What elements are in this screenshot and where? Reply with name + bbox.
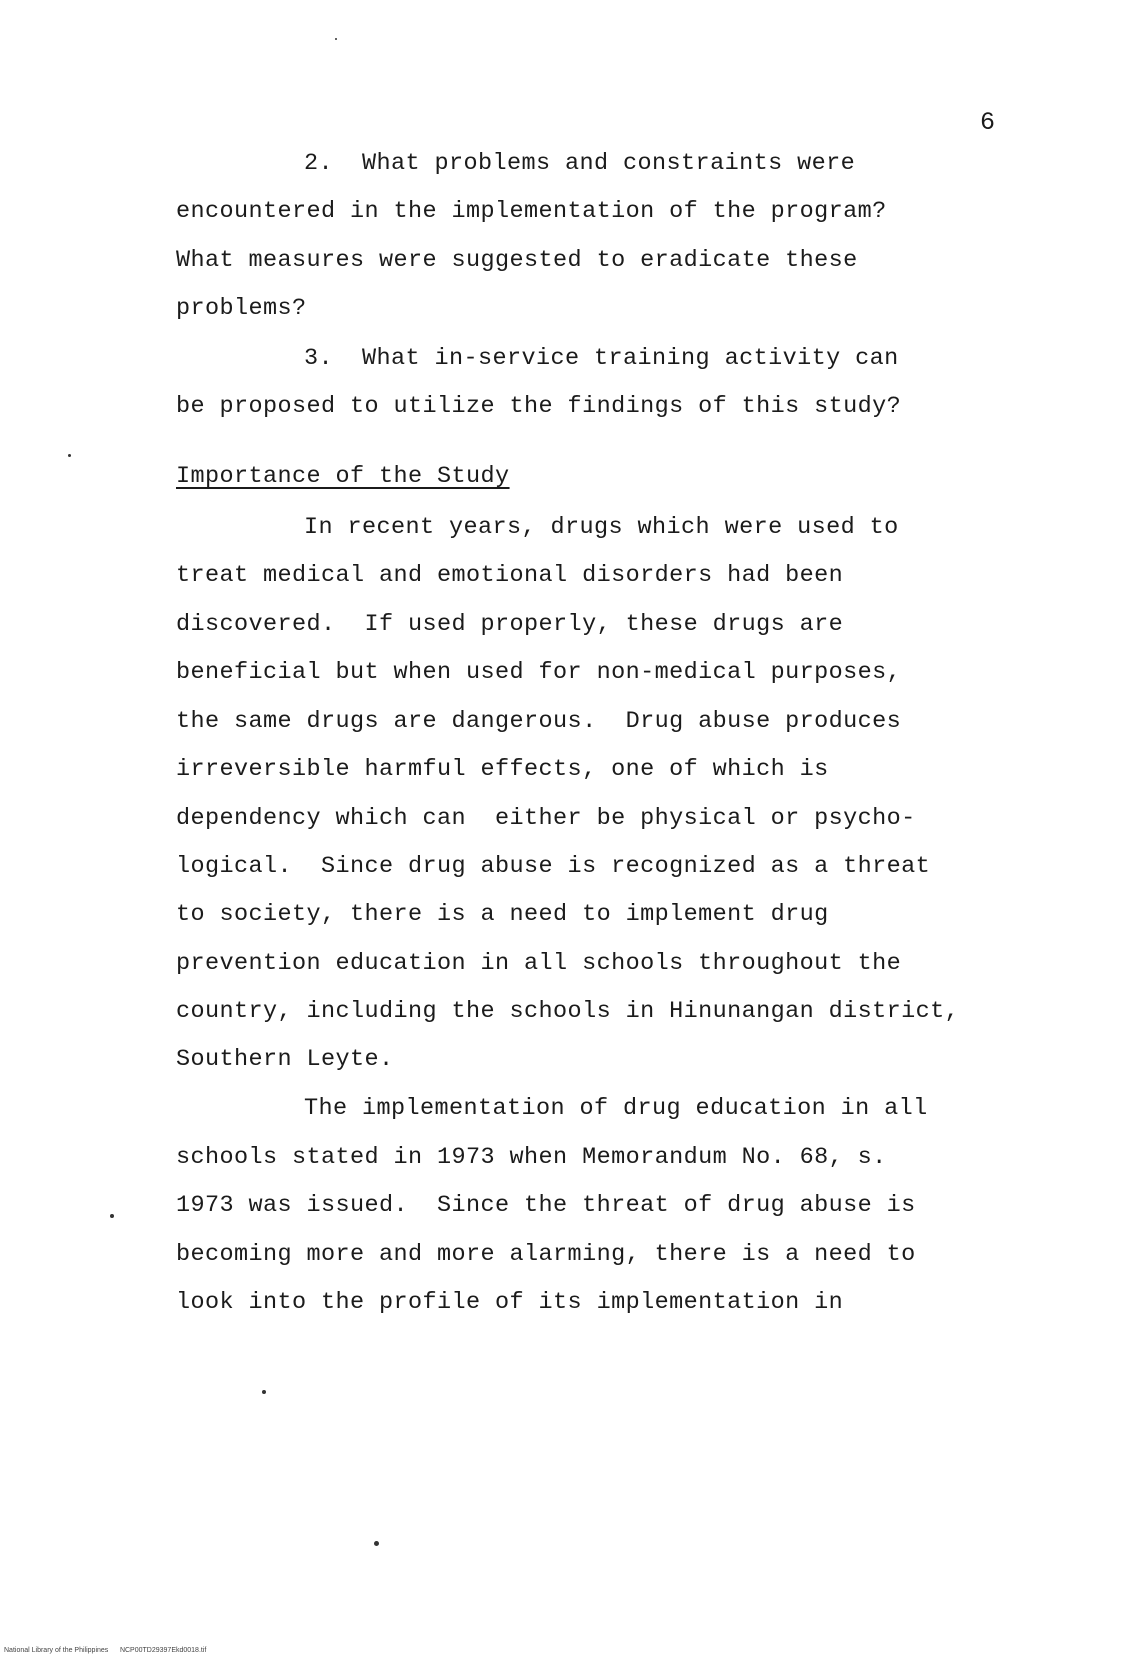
question-2-line-1: 2. What problems and constraints were (304, 150, 856, 177)
scan-speck (262, 1390, 266, 1394)
question-2-line-4: problems? (176, 295, 307, 322)
paragraph-1-line-7: dependency which can either be physical or psycho- (176, 805, 916, 832)
question-2-line-2: encountered in the implementation of the program? (176, 198, 887, 225)
paragraph-2-line-5: look into the profile of its implementation in (176, 1289, 844, 1316)
paragraph-1-line-4: beneficial but when used for non-medical purposes, (176, 659, 902, 686)
paragraph-1-line-3: discovered. If used properly, these drugs are (176, 611, 844, 638)
scan-speck (335, 38, 337, 40)
scan-speck (68, 454, 71, 457)
paragraph-1-line-12: Southern Leyte. (176, 1046, 394, 1073)
section-heading: Importance of the Study (176, 463, 510, 490)
question-3-line-2: be proposed to utilize the findings of this study? (176, 393, 902, 420)
scan-speck (110, 1214, 114, 1218)
page-number: 6 (980, 108, 996, 137)
archive-footer: National Library of the Philippines NCP00TD29397Ekd0018.tif (4, 1647, 207, 1654)
question-3-line-1: 3. What in-service training activity can (304, 345, 899, 372)
paragraph-2-line-3: 1973 was issued. Since the threat of drug abuse is (176, 1192, 916, 1219)
paragraph-1-line-11: country, including the schools in Hinunangan district, (176, 998, 960, 1025)
paragraph-1-line-5: the same drugs are dangerous. Drug abuse produces (176, 708, 902, 735)
paragraph-1-line-8: logical. Since drug abuse is recognized as a threat (176, 853, 931, 880)
question-2-line-3: What measures were suggested to eradicate these (176, 247, 858, 274)
scan-speck (374, 1541, 379, 1546)
paragraph-1-line-6: irreversible harmful effects, one of which is (176, 756, 829, 783)
paragraph-1-line-9: to society, there is a need to implement drug (176, 901, 829, 928)
paragraph-2-line-4: becoming more and more alarming, there is a need to (176, 1241, 916, 1268)
paragraph-2-line-1: The implementation of drug education in all (304, 1095, 928, 1122)
paragraph-1-line-10: prevention education in all schools throughout the (176, 950, 902, 977)
paragraph-2-line-2: schools stated in 1973 when Memorandum No. 68, s. (176, 1144, 887, 1171)
paragraph-1-line-1: In recent years, drugs which were used to (304, 514, 899, 541)
paragraph-1-line-2: treat medical and emotional disorders had been (176, 562, 844, 589)
